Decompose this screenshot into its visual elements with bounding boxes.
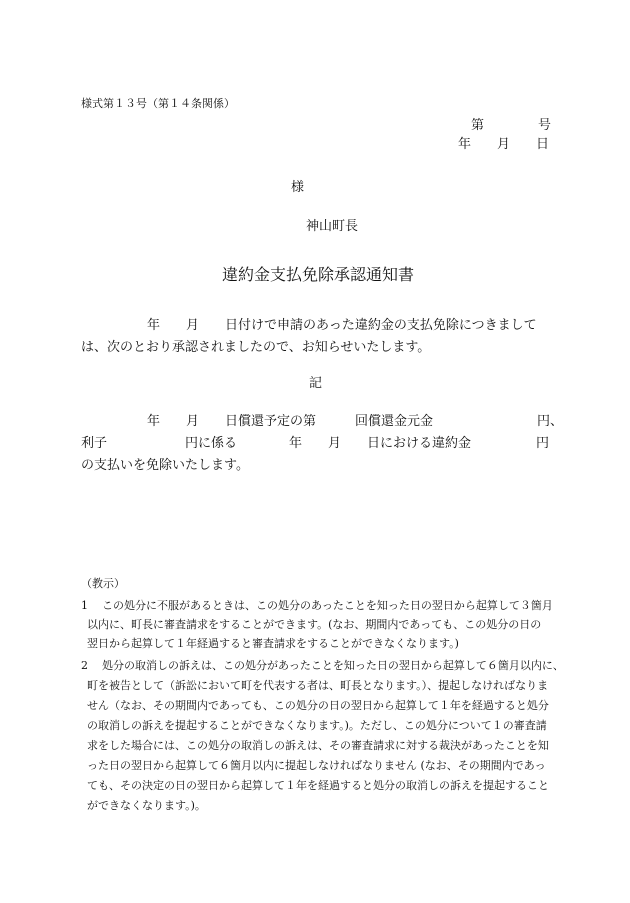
note2-line3: せん（なお、その期間内であっても、この処分の日の翌日から起算して１年を経過すると処分 <box>87 699 549 712</box>
para1-line2: は、次のとおり承認されましたので、お知らせいたします。 <box>81 340 431 355</box>
note1-number: 1 <box>81 599 88 612</box>
ki-marker: 記 <box>309 376 323 391</box>
issuer-name: 神山町長 <box>306 219 359 234</box>
page-title: 違約金支払免除承認通知書 <box>222 265 415 284</box>
addressee-suffix: 様 <box>291 180 305 195</box>
para1-line1: 年 月 日付けで申請のあった違約金の支払免除につきまして <box>147 318 537 333</box>
note1-line2: 以内に、町長に審査請求をすることができます。(なお、期間内であっても、この処分の日の <box>87 618 542 631</box>
note1-line3: 翌日から起算して１年経過すると審査請求をすることができなくなります。) <box>87 637 459 650</box>
para2-line2: 利子 円に係る 年 月 日における違約金 円 <box>81 436 550 451</box>
note2-number: 2 <box>81 659 88 672</box>
doc-number-dai: 第 <box>471 118 485 133</box>
note2-line5: 求をした場合には、この処分の取消しの訴えは、その審査請求に対する裁決があったことを知 <box>87 739 549 752</box>
note2-line4: の取消しの訴えを提起することができなくなります。)。ただし、この処分について１の審査請 <box>87 719 547 732</box>
para2-line3: の支払いを免除いたします。 <box>81 458 249 473</box>
doc-number-go: 号 <box>538 118 552 133</box>
issue-date: 年 月 日 <box>458 137 550 152</box>
form-number: 様式第１３号（第１４条関係） <box>81 97 235 110</box>
note1-line1: この処分に不服があるときは、この処分のあったことを知った日の翌日から起算して３箇月 <box>102 599 553 612</box>
note2-line6: った日の翌日から起算して６箇月以内に提起しなければなりません (なお、その期間内であっ <box>87 759 546 772</box>
notes-header: （教示） <box>81 577 125 590</box>
note2-line7: ても、その決定の日の翌日から起算して１年を経過すると処分の取消しの訴えを提起すること <box>87 779 549 792</box>
note2-line1: 処分の取消しの訴えは、この処分があったことを知った日の翌日から起算して６箇月以内に、 <box>102 659 564 672</box>
para2-line1: 年 月 日償還予定の第 回償還金元金 円、 <box>147 414 564 429</box>
note2-line2: 町を被告として（訴訟において町を代表する者は、町長となります。）、提起しなければなりま <box>87 679 549 692</box>
note2-line8: ができなくなります。)。 <box>87 799 206 812</box>
